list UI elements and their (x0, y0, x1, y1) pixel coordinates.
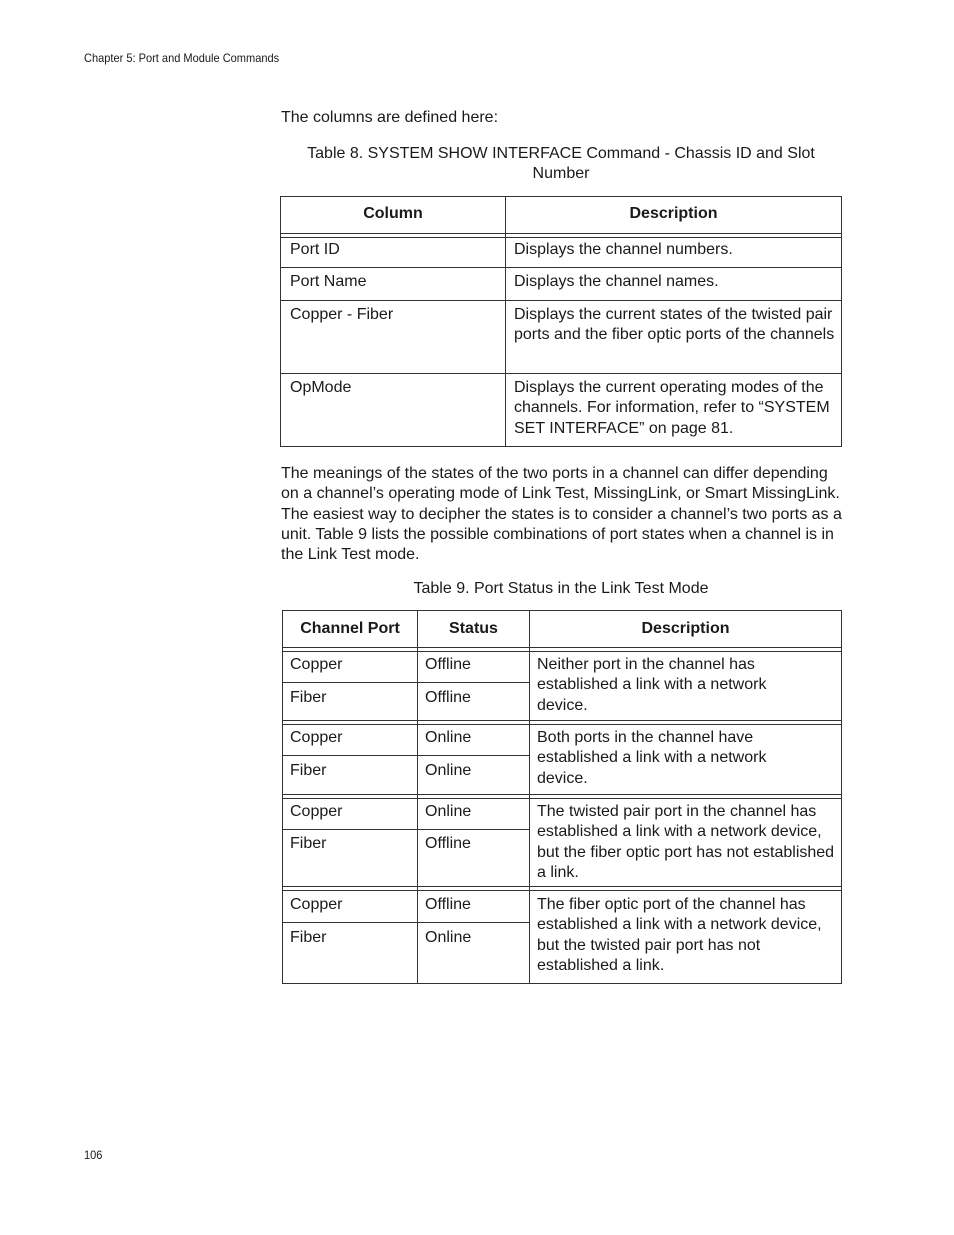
table9-status-cell: Offline (425, 689, 471, 706)
table9-port-cell: Fiber (290, 689, 327, 706)
table8-cell: Port ID (290, 241, 340, 258)
table9-status-cell: Online (425, 929, 472, 946)
table9-port-cell: Fiber (290, 762, 327, 779)
table9-description-cell: The twisted pair port in the channel has established a link with a network device, but the fiber optic port has not established a link. (537, 803, 835, 881)
table9-port-cell: Copper (290, 656, 343, 673)
table9-status-cell: Online (425, 803, 472, 820)
table9-status-cell: Offline (425, 896, 471, 913)
table9-header-description: Description (641, 620, 730, 637)
intro-text: The columns are defined here: (281, 109, 499, 126)
table8-cell: Displays the current operating modes of the channels. For information, refer to “SYSTEM SET INTERFACE” on page 81. (514, 379, 830, 437)
table9-header-status: Status (449, 620, 498, 637)
table9-status-cell: Online (425, 762, 472, 779)
table9-header-channel-port: Channel Port (300, 620, 400, 637)
table9-description-cell: Neither port in the channel has established a link with a network device. (537, 656, 767, 714)
page-number: 106 (84, 1148, 103, 1162)
table8-cell: Displays the channel names. (514, 273, 719, 290)
body-paragraph: The meanings of the states of the two ports in a channel can differ depending on a channel’s operating mode of Link Test, MissingLink, or Smart MissingLink. The easiest way to decipher the states is to consider a channel’s two ports as a unit. Table 9 lists the possible combinations of port states when a channel is in the Link Test mode. (281, 465, 842, 564)
table9-status-cell: Offline (425, 835, 471, 852)
table8-cell: Displays the channel numbers. (514, 241, 733, 258)
table8-caption: Table 8. SYSTEM SHOW INTERFACE Command - Chassis ID and Slot Number (307, 145, 815, 182)
table9-port-cell: Copper (290, 803, 343, 820)
table8-cell: Copper - Fiber (290, 306, 394, 323)
table8-cell: OpMode (290, 379, 352, 396)
table9-description-cell: Both ports in the channel have established a link with a network device. (537, 729, 767, 787)
table9-description-cell: The fiber optic port of the channel has established a link with a network device, but the twisted pair port has not established a link. (537, 896, 822, 974)
table9-port-cell: Copper (290, 729, 343, 746)
table8-cell: Displays the current states of the twisted pair ports and the fiber optic ports of the channels (514, 306, 835, 344)
table9-status-cell: Offline (425, 656, 471, 673)
table8-header-description: Description (629, 205, 718, 222)
table8-header-column: Column (363, 205, 423, 222)
table9-port-cell: Fiber (290, 835, 327, 852)
table8-cell: Port Name (290, 273, 367, 290)
table9-status-cell: Online (425, 729, 472, 746)
table9-port-cell: Fiber (290, 929, 327, 946)
table9-caption: Table 9. Port Status in the Link Test Mode (413, 580, 709, 597)
table9-port-cell: Copper (290, 896, 343, 913)
running-header: Chapter 5: Port and Module Commands (84, 51, 280, 65)
